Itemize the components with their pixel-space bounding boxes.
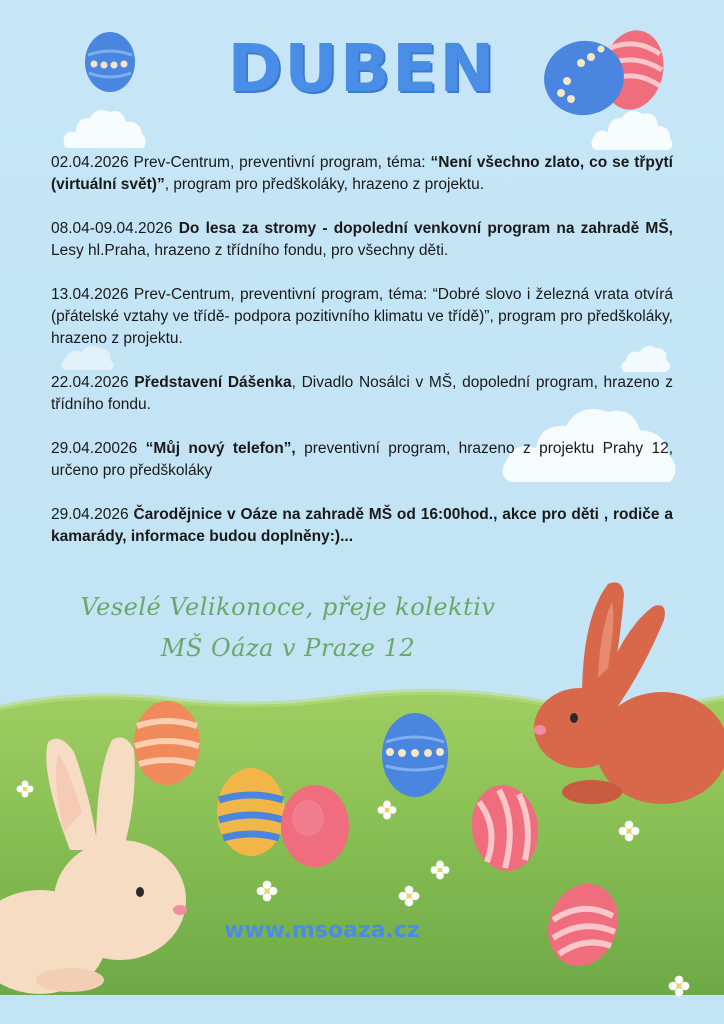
easter-egg-icon <box>545 880 621 970</box>
flower-icon <box>668 975 690 997</box>
flower-icon <box>377 800 397 820</box>
event-text: , Divadlo Nosálci v MŠ, dopolední program, hrazeno z třídního fondu. <box>51 374 673 413</box>
event-text: 13.04.2026 Prev-Centrum, preventivní program, téma: “Dobré slovo i železná vrata otvírá (přátelské vztahy ve třídě- podpora pozitivního klimatu ve třídě)”, program pro předškoláky, hrazeno z projektu. <box>51 286 673 347</box>
flower-icon <box>430 860 450 880</box>
event-text-bold: Čarodějnice v Oáze na zahradě MŠ od 16:00hod., akce pro děti , rodiče a kamarády, informace budou doplněny:)... <box>51 506 673 545</box>
cloud-icon <box>62 104 148 154</box>
event-text: preventivní program, hrazeno z projektu Prahy 12, určeno pro předškoláky <box>51 440 673 479</box>
easter-egg-icon <box>215 766 287 858</box>
event-text: 29.04.20026 <box>51 440 146 457</box>
event-item <box>51 152 673 196</box>
greeting-line-2: MŠ Oáza v Praze 12 <box>160 634 416 662</box>
flower-icon <box>256 880 278 902</box>
bunny-icon <box>0 732 195 994</box>
event-text: 29.04.2026 <box>51 506 134 523</box>
flower-icon <box>618 820 640 842</box>
event-item <box>51 438 673 482</box>
greeting-line-1: Veselé Velikonoce, přeje kolektiv <box>80 593 496 621</box>
event-item <box>51 284 673 350</box>
flower-icon <box>398 885 420 907</box>
website-link[interactable]: www.msoaza.cz <box>224 918 420 943</box>
event-text: 02.04.2026 Prev-Centrum, preventivní program, téma: <box>51 154 431 171</box>
event-text-bold: Představení Dášenka <box>134 374 292 391</box>
event-item <box>51 372 673 416</box>
event-text: 08.04-09.04.2026 <box>51 220 179 237</box>
sky-band <box>0 994 724 1024</box>
event-item <box>51 504 673 548</box>
easter-egg-icon <box>278 782 352 870</box>
event-item <box>51 218 673 262</box>
event-text-bold: Do lesa za stromy - dopolední venkovní program na zahradě MŠ, <box>178 220 673 237</box>
easter-egg-icon <box>469 782 541 874</box>
event-text: Lesy hl.Praha, hrazeno z třídního fondu, pro všechny děti. <box>51 242 449 259</box>
event-text-bold: “Není všechno zlato, co se třpytí (virtuální svět)” <box>51 154 673 193</box>
page-title: DUBEN <box>227 30 497 107</box>
event-text-bold: “Můj nový telefon”, <box>145 440 296 457</box>
events-list <box>51 152 673 570</box>
easter-egg-icon <box>380 710 450 800</box>
event-text: , program pro předškoláky, hrazeno z projektu. <box>164 176 485 193</box>
event-text: 22.04.2026 <box>51 374 135 391</box>
